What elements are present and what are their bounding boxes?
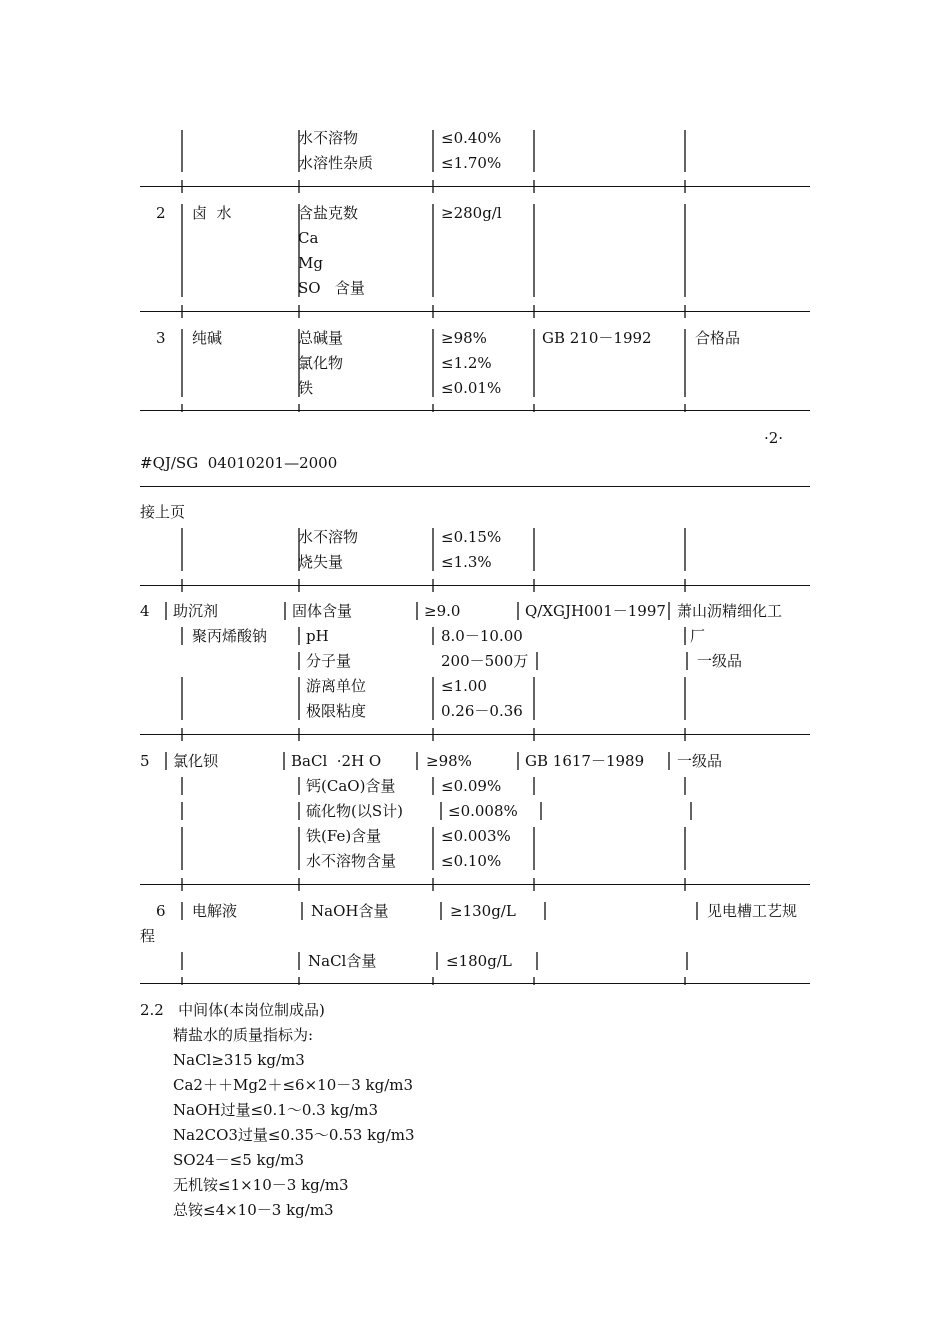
table-rule bbox=[140, 983, 810, 984]
table-cell-value: 200－500万 bbox=[441, 652, 529, 670]
table-cell-grade: 合格品 bbox=[695, 329, 741, 347]
table-cell-no: 3 bbox=[156, 329, 166, 347]
table-cell-item: 极限粘度 bbox=[306, 702, 367, 720]
table-cell-value: ≥280g/l bbox=[441, 204, 502, 222]
spec-item: NaCl≥315 kg/m3 bbox=[173, 1051, 305, 1069]
table-rule bbox=[140, 186, 810, 187]
table-cell-value: ≥130g/L bbox=[450, 902, 516, 920]
table-cell-item: 烧失量 bbox=[298, 553, 344, 571]
table-cell-item: Mg bbox=[298, 254, 323, 272]
table-cell-value: ≥98% bbox=[426, 752, 472, 770]
table-cell-grade: 萧山沥精细化工 bbox=[677, 602, 783, 620]
table-cell-item: 铁 bbox=[298, 379, 314, 397]
spec-item: 总铵≤4×10－3 kg/m3 bbox=[173, 1201, 334, 1219]
table-rule bbox=[140, 884, 810, 885]
table-cell-no: 4 bbox=[140, 602, 150, 620]
table-cell-grade: 见电槽工艺规 bbox=[707, 902, 798, 920]
table-cell-name: 氯化钡 bbox=[173, 752, 219, 770]
table-cell-no: 6 bbox=[156, 902, 166, 920]
table-cell-item: 水不溶物 bbox=[298, 528, 359, 546]
table-cell-value: ≤0.09% bbox=[441, 777, 502, 795]
table-cell-no: 2 bbox=[156, 204, 166, 222]
spec-item: Na2CO3过量≤0.35～0.53 kg/m3 bbox=[173, 1126, 415, 1144]
table-cell-grade: 一级品 bbox=[697, 652, 743, 670]
table-cell-item: 固体含量 bbox=[292, 602, 353, 620]
table-cell-name: 纯碱 bbox=[192, 329, 223, 347]
table-cell-standard: GB 210－1992 bbox=[542, 329, 652, 347]
table-cell-grade: 厂 bbox=[690, 627, 706, 645]
table-cell-value: ≤1.00 bbox=[441, 677, 487, 695]
table-cell-value: ≤1.2% bbox=[441, 354, 492, 372]
table-rule bbox=[140, 585, 810, 586]
table-cell-value: 8.0－10.00 bbox=[441, 627, 523, 645]
table-cell-item: 含盐克数 bbox=[298, 204, 359, 222]
document-id: #QJ/SG 04010201—2000 bbox=[140, 454, 338, 472]
table-cell-item: 总碱量 bbox=[298, 329, 344, 347]
spec-item: SO24－≤5 kg/m3 bbox=[173, 1151, 305, 1169]
table-cell-standard: GB 1617－1989 bbox=[525, 752, 645, 770]
table-cell-value: ≤0.003% bbox=[441, 827, 511, 845]
table-cell-value: ≤1.70% bbox=[441, 154, 502, 172]
table-cell-standard: Q/XGJH001－1997 bbox=[525, 602, 666, 620]
table-cell-item: 氯化物 bbox=[298, 354, 344, 372]
table-cell-value: ≥9.0 bbox=[424, 602, 461, 620]
continued-label: 接上页 bbox=[140, 503, 186, 521]
table-cell-item: 分子量 bbox=[306, 652, 352, 670]
table-cell-name: 聚丙烯酸钠 bbox=[192, 627, 268, 645]
table-cell-item: 游离单位 bbox=[306, 677, 367, 695]
page-number: ·2· bbox=[764, 429, 784, 447]
table-cell-item: 水不溶物含量 bbox=[306, 852, 397, 870]
table-cell-item: NaOH含量 bbox=[311, 902, 389, 920]
table-cell-item: 硫化物(以S计) bbox=[306, 802, 403, 820]
table-cell-name: 卤 水 bbox=[192, 204, 232, 222]
table-cell-value: ≤0.01% bbox=[441, 379, 502, 397]
table-cell-wrap: 程 bbox=[140, 927, 156, 945]
spec-item: 无机铵≤1×10－3 kg/m3 bbox=[173, 1176, 349, 1194]
table-cell-item: NaCl含量 bbox=[308, 952, 377, 970]
table-cell-value: ≤1.3% bbox=[441, 553, 492, 571]
table-rule bbox=[140, 410, 810, 411]
table-cell-item: 水溶性杂质 bbox=[298, 154, 374, 172]
spec-item: Ca2＋＋Mg2＋≤6×10－3 kg/m3 bbox=[173, 1076, 414, 1094]
table-cell-name: 电解液 bbox=[192, 902, 238, 920]
table-cell-item: Ca bbox=[298, 229, 319, 247]
table-cell-value: ≤0.15% bbox=[441, 528, 502, 546]
table-cell-item: 铁(Fe)含量 bbox=[306, 827, 382, 845]
table-cell-name: 助沉剂 bbox=[173, 602, 219, 620]
table-cell-item: 水不溶物 bbox=[298, 129, 359, 147]
table-cell-value: ≥98% bbox=[441, 329, 487, 347]
table-cell-value: ≤180g/L bbox=[446, 952, 512, 970]
table-cell-item: BaCl ·2H O bbox=[291, 752, 382, 770]
section-heading: 2.2 中间体(本岗位制成品) bbox=[140, 1001, 325, 1019]
table-cell-no: 5 bbox=[140, 752, 150, 770]
table-cell-grade: 一级品 bbox=[677, 752, 723, 770]
header-rule bbox=[140, 486, 810, 487]
spec-item: NaOH过量≤0.1～0.3 kg/m3 bbox=[173, 1101, 379, 1119]
table-cell-item: 钙(CaO)含量 bbox=[306, 777, 396, 795]
section-intro: 精盐水的质量指标为: bbox=[173, 1026, 314, 1044]
table-cell-item: pH bbox=[306, 627, 329, 645]
table-rule bbox=[140, 734, 810, 735]
table-cell-value: 0.26－0.36 bbox=[441, 702, 523, 720]
table-cell-value: ≤0.10% bbox=[441, 852, 502, 870]
table-cell-value: ≤0.008% bbox=[448, 802, 518, 820]
table-cell-item: SO 含量 bbox=[298, 279, 365, 297]
table-cell-value: ≤0.40% bbox=[441, 129, 502, 147]
table-rule bbox=[140, 311, 810, 312]
